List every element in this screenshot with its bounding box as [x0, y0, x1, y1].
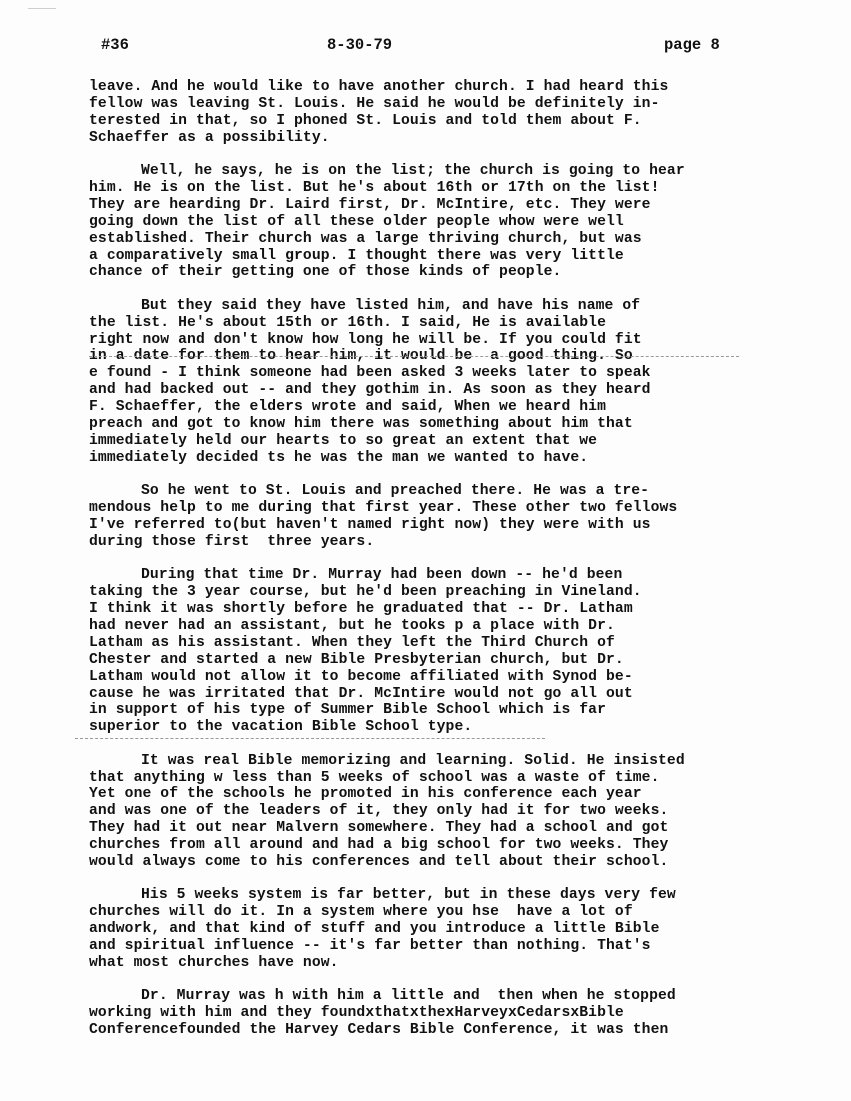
text-line: established. Their church was a large thriving church, but was — [89, 230, 642, 247]
text-line: immediately held our hearts to so great an extent that we — [89, 432, 598, 449]
handwritten-underline-mark — [75, 738, 545, 739]
text-line: the list. He's about 15th or 16th. I said, He is available — [89, 314, 607, 331]
page-number: page 8 — [664, 36, 720, 54]
page-header — [0, 36, 851, 58]
text-line: Yet one of the schools he promoted in his conference each year — [89, 786, 642, 803]
paragraph — [89, 298, 769, 467]
paragraph — [89, 753, 769, 871]
handwritten-underline-mark — [89, 356, 739, 357]
transcript-body — [89, 79, 769, 1056]
text-line: Latham as his assistant. When they left the Third Church of — [89, 634, 615, 651]
text-line: Latham would not allow it to become affiliated with Synod be- — [89, 668, 633, 685]
text-line: terested in that, so I phoned St. Louis and told them about F. — [89, 112, 642, 129]
text-line: that anything w less than 5 weeks of school was a waste of time. — [89, 769, 660, 786]
text-line: His 5 weeks system is far better, but in these days very few — [141, 887, 676, 904]
text-line: I think it was shortly before he graduated that -- Dr. Latham — [89, 601, 633, 618]
text-line: fellow was leaving St. Louis. He said he would be definitely in- — [89, 95, 660, 112]
text-line: But they said they have listed him, and have his name of — [141, 297, 641, 314]
text-line: So he went to St. Louis and preached there. He was a tre- — [141, 483, 650, 500]
text-line: and spiritual influence -- it's far better than nothing. That's — [89, 938, 651, 955]
paragraph — [89, 567, 769, 736]
text-line: in a date for them to hear him, it would be a good thing. So — [89, 348, 633, 365]
text-line: right now and don't know how long he will be. If you could fit — [89, 331, 642, 348]
text-line: taking the 3 year course, but he'd been preaching in Vineland. — [89, 584, 642, 601]
text-line: I've referred to(but haven't named right now) they were with us — [89, 516, 651, 533]
text-line: and was one of the leaders of it, they only had it for two weeks. — [89, 803, 669, 820]
text-line: They had it out near Malvern somewhere. They had a school and got — [89, 820, 669, 837]
text-line: leave. And he would like to have another church. I had heard this — [89, 79, 669, 95]
text-line: churches from all around and had a big school for two weeks. They — [89, 837, 669, 854]
text-line: had never had an assistant, but he tooks p a place with Dr. — [89, 617, 615, 634]
paragraph — [89, 79, 769, 147]
text-line: It was real Bible memorizing and learning. Solid. He insisted — [141, 752, 685, 769]
text-line: working with him and they foundxthatxthexHarveyxCedarsxBible — [89, 1005, 624, 1022]
text-line: during those first three years. — [89, 533, 375, 550]
text-line: him. He is on the list. But he's about 16th or 17th on the list! — [89, 179, 660, 196]
document-date: 8-30-79 — [327, 36, 393, 54]
text-line: Conferencefounded the Harvey Cedars Bible Conference, it was then — [89, 1022, 669, 1039]
text-line: in support of his type of Summer Bible School which is far — [89, 702, 607, 719]
text-line: superior to the vacation Bible School type. — [89, 719, 473, 736]
text-line: immediately decided ts he was the man we wanted to have. — [89, 449, 589, 466]
text-line: cause he was irritated that Dr. McIntire would not go all out — [89, 685, 633, 702]
text-line: Well, he says, he is on the list; the church is going to hear — [141, 163, 685, 180]
text-line: Schaeffer as a possibility. — [89, 129, 330, 146]
text-line: Chester and started a new Bible Presbyterian church, but Dr. — [89, 651, 624, 668]
text-line: They are hearding Dr. Laird first, Dr. McIntire, etc. They were — [89, 196, 651, 213]
paragraph — [89, 483, 769, 551]
text-line: what most churches have now. — [89, 954, 339, 971]
text-line: F. Schaeffer, the elders wrote and said, When we heard him — [89, 399, 607, 416]
text-line: would always come to his conferences and tell about their school. — [89, 854, 669, 871]
text-line: churches will do it. In a system where you hse have a lot of — [89, 904, 633, 921]
text-line: andwork, and that kind of stuff and you introduce a little Bible — [89, 921, 660, 938]
text-line: e found - I think someone had been asked 3 weeks later to speak — [89, 365, 651, 382]
document-number: #36 — [101, 36, 129, 54]
text-line: chance of their getting one of those kinds of people. — [89, 264, 562, 281]
text-line: mendous help to me during that first year. These other two fellows — [89, 500, 678, 517]
paragraph — [89, 163, 769, 281]
paragraph — [89, 887, 769, 971]
text-line: Dr. Murray was h with him a little and then when he stopped — [141, 988, 676, 1005]
text-line: preach and got to know him there was something about him that — [89, 416, 633, 433]
top-edge-mark — [28, 8, 56, 9]
text-line: a comparatively small group. I thought there was very little — [89, 247, 624, 264]
paragraph — [89, 988, 769, 1039]
text-line: During that time Dr. Murray had been down -- he'd been — [141, 567, 623, 584]
text-line: and had backed out -- and they gothim in. As soon as they heard — [89, 382, 651, 399]
text-line: going down the list of all these older people whow were well — [89, 213, 624, 230]
